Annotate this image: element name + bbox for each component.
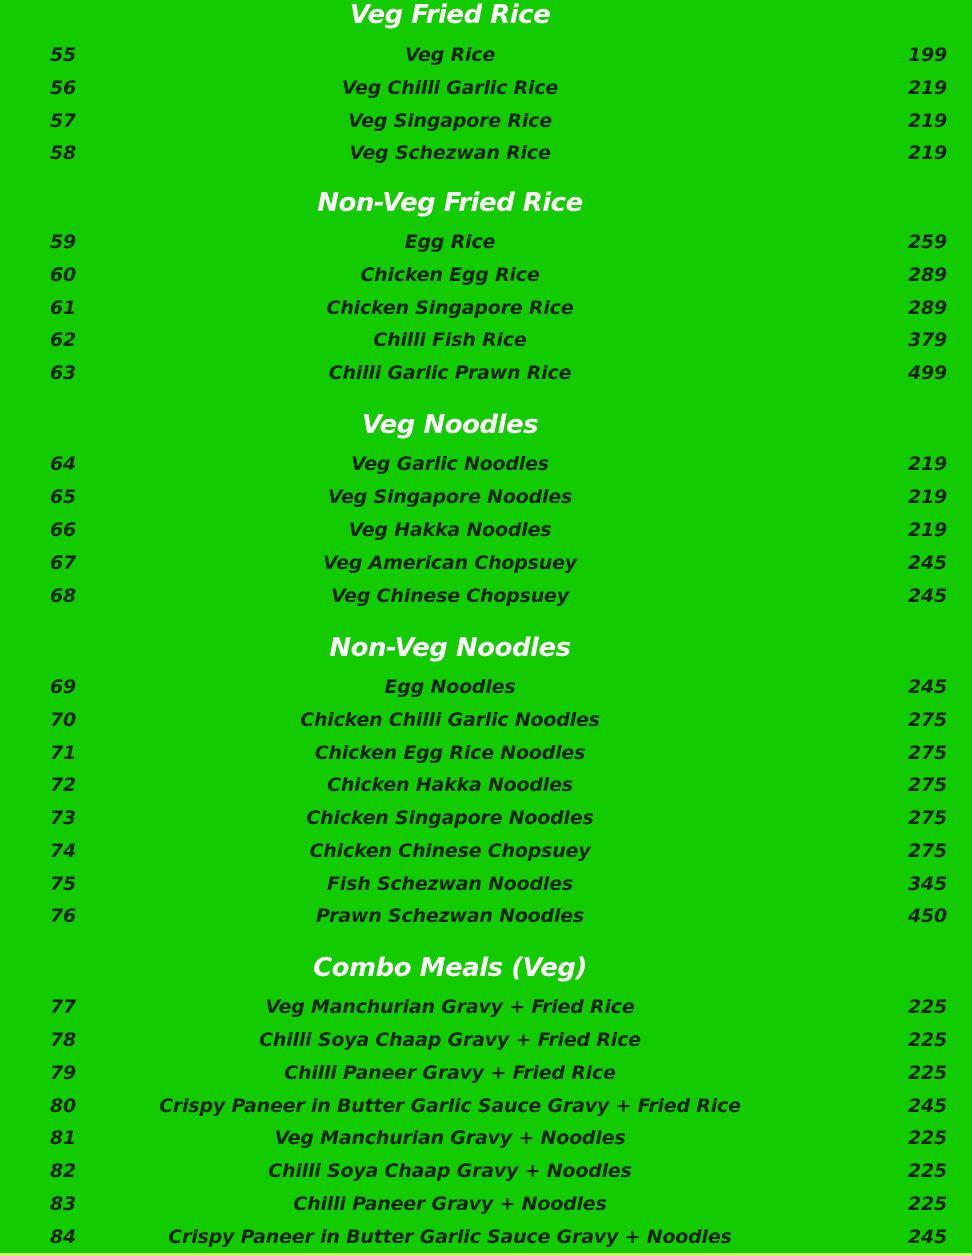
item-name: Chicken Egg Rice [360,264,540,286]
section-title: Combo Meals (Veg) [313,953,587,983]
item-number: 56 [50,77,77,99]
item-number: 82 [50,1160,77,1182]
item-number: 80 [50,1095,77,1117]
menu-item [0,260,972,290]
item-price: 245 [907,552,947,574]
item-price: 219 [907,486,947,508]
menu-item [0,449,972,479]
menu-item [0,1091,972,1121]
item-number: 73 [50,807,77,829]
item-name: Veg Rice [404,44,496,66]
menu-item [0,227,972,257]
menu-item [0,1222,972,1252]
item-name: Chilli Soya Chaap Gravy + Fried Rice [259,1029,641,1051]
item-number: 70 [50,709,77,731]
item-number: 60 [50,264,77,286]
menu-item [0,1123,972,1153]
item-name: Chilli Paneer Gravy + Noodles [293,1193,607,1215]
item-number: 66 [50,519,77,541]
item-number: 74 [50,840,77,862]
menu-item [0,581,972,611]
item-name: Prawn Schezwan Noodles [315,905,585,927]
item-price: 275 [907,807,947,829]
item-name: Egg Noodles [384,676,516,698]
menu-item [0,770,972,800]
item-name: Chicken Chinese Chopsuey [309,840,591,862]
item-number: 69 [50,676,77,698]
item-number: 68 [50,585,77,607]
item-price: 275 [907,742,947,764]
item-number: 77 [50,996,77,1018]
item-price: 289 [907,297,947,319]
item-price: 275 [907,840,947,862]
item-price: 225 [907,1193,947,1215]
item-name: Veg Schezwan Rice [349,142,551,164]
item-number: 84 [50,1226,77,1248]
item-name: Veg Manchurian Gravy + Noodles [274,1127,626,1149]
menu-item [0,803,972,833]
item-price: 259 [907,231,947,253]
item-name: Chicken Hakka Noodles [327,774,573,796]
menu-item [0,738,972,768]
item-number: 72 [50,774,77,796]
item-name: Chicken Chilli Garlic Noodles [300,709,600,731]
menu-item [0,482,972,512]
item-name: Veg Chilli Garlic Rice [341,77,559,99]
item-name: Veg Singapore Noodles [327,486,573,508]
item-price: 245 [907,1095,947,1117]
item-price: 225 [907,996,947,1018]
item-number: 71 [50,742,77,764]
item-price: 245 [907,1226,947,1248]
item-number: 78 [50,1029,77,1051]
item-name: Chicken Egg Rice Noodles [314,742,586,764]
menu-item [0,138,972,168]
item-number: 62 [50,329,77,351]
item-price: 219 [907,77,947,99]
item-name: Egg Rice [404,231,496,253]
menu-item [0,548,972,578]
menu-item [0,672,972,702]
item-price: 245 [907,585,947,607]
section-title: Non-Veg Fried Rice [317,188,583,218]
menu-item [0,901,972,931]
menu-item [0,705,972,735]
menu-item [0,1189,972,1219]
item-name: Chicken Singapore Rice [326,297,574,319]
item-number: 58 [50,142,77,164]
item-name: Chilli Soya Chaap Gravy + Noodles [268,1160,632,1182]
item-price: 225 [907,1160,947,1182]
menu-item [0,293,972,323]
item-price: 289 [907,264,947,286]
menu-item [0,1058,972,1088]
item-name: Veg Garlic Noodles [351,453,549,475]
menu-item [0,869,972,899]
menu-item [0,358,972,388]
menu-item [0,992,972,1022]
item-number: 79 [50,1062,77,1084]
item-number: 83 [50,1193,77,1215]
item-name: Veg American Chopsuey [323,552,577,574]
item-name: Veg Hakka Noodles [348,519,552,541]
menu-item [0,1156,972,1186]
item-price: 219 [907,453,947,475]
section-title: Veg Noodles [361,410,539,440]
menu-item [0,836,972,866]
menu-item [0,1025,972,1055]
item-price: 345 [907,873,947,895]
item-number: 65 [50,486,77,508]
section-title: Veg Fried Rice [349,0,551,30]
item-price: 245 [907,676,947,698]
item-number: 55 [50,44,77,66]
item-name: Crispy Paneer in Butter Garlic Sauce Gravy + Noodles [168,1226,732,1248]
item-number: 64 [50,453,77,475]
item-name: Fish Schezwan Noodles [327,873,573,895]
item-price: 219 [907,110,947,132]
item-number: 57 [50,110,77,132]
item-number: 76 [50,905,77,927]
item-name: Chilli Garlic Prawn Rice [328,362,572,384]
menu-item [0,40,972,70]
item-price: 379 [907,329,947,351]
item-number: 67 [50,552,77,574]
item-price: 275 [907,709,947,731]
item-price: 199 [907,44,947,66]
item-name: Veg Manchurian Gravy + Fried Rice [265,996,635,1018]
section-title: Non-Veg Noodles [329,633,571,663]
item-name: Veg Chinese Chopsuey [331,585,569,607]
item-price: 499 [907,362,947,384]
item-name: Chilli Paneer Gravy + Fried Rice [284,1062,616,1084]
menu-item [0,515,972,545]
item-number: 81 [50,1127,77,1149]
item-name: Crispy Paneer in Butter Garlic Sauce Gravy + Fried Rice [159,1095,741,1117]
item-price: 225 [907,1062,947,1084]
item-price: 275 [907,774,947,796]
item-name: Chilli Fish Rice [373,329,527,351]
item-number: 75 [50,873,77,895]
item-number: 63 [50,362,77,384]
item-price: 219 [907,142,947,164]
item-name: Chicken Singapore Noodles [306,807,594,829]
menu-item [0,73,972,103]
item-price: 219 [907,519,947,541]
item-price: 450 [907,905,947,927]
item-number: 61 [50,297,77,319]
item-price: 225 [907,1127,947,1149]
item-name: Veg Singapore Rice [348,110,552,132]
menu-item [0,325,972,355]
menu-item [0,106,972,136]
item-number: 59 [50,231,77,253]
item-price: 225 [907,1029,947,1051]
